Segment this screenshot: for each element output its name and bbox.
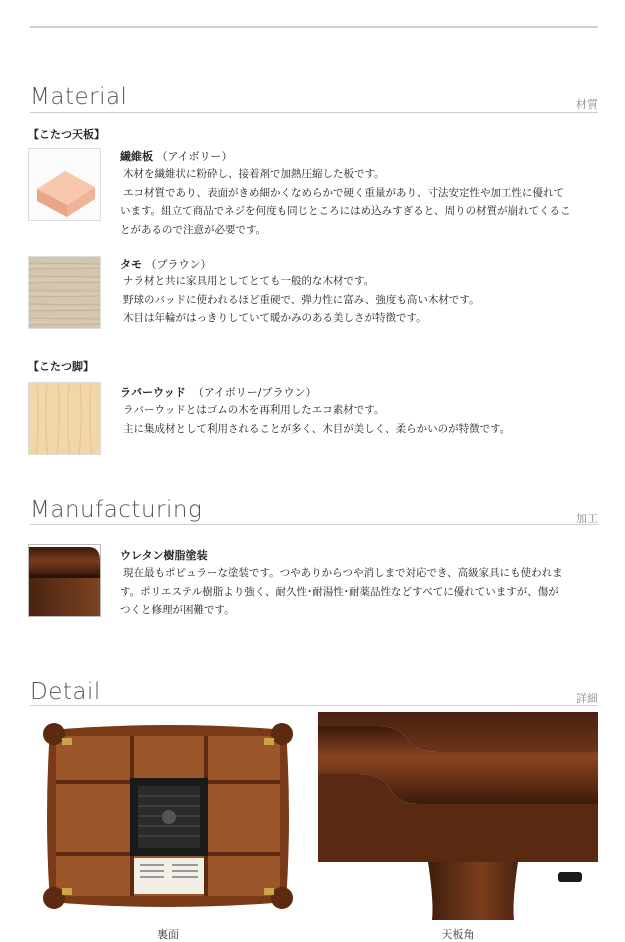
urethane-finish-swatch [28,544,101,617]
underside-photo [30,712,306,920]
fiberboard-swatch [28,148,101,221]
urethane-line-1: 現在最もポピュラーな塗装です。つやありからつや消しまで対応でき、高級家具にも使われま [123,567,563,579]
rubberwood-line-2: 主に集成材として利用されることが多く、木目が美しく、柔らかいのが特徴です。 [123,422,511,435]
item-title-tamo [120,256,212,272]
urethane-line-2: す。ポリエステル樹脂より強く、耐久性･耐湯性･耐薬品性などすべてに優れていますが、傷が [120,585,559,598]
caption-tabletop-corner: 天板角 [441,928,475,941]
item-name-tamo: タモ [120,258,142,271]
rubberwood-swatch [28,382,101,455]
item-title-fiberboard [120,148,233,164]
section-title-detail: Detail [30,679,101,705]
item-body-tamo [120,272,601,328]
rubberwood-line-1: ラバーウッドとはゴムの木を再利用したエコ素材です。 [123,404,385,416]
tamo-swatch [28,256,101,329]
section-jp-material: 材質 [576,98,598,111]
item-body-rubberwood [120,401,601,438]
item-color-tamo: （ブラウン） [145,258,212,271]
section-divider-material [30,112,598,113]
fiberboard-line-3: います。組立て商品でネジを何度も同じところにはめ込みすぎると、周りの材質が崩れてくるこ [120,205,571,217]
section-divider-detail [30,705,598,706]
section-jp-manufacturing: 加工 [576,512,598,525]
item-title-urethane [120,547,208,563]
fiberboard-line-2: エコ材質であり、表面がきめ細かくなめらかで硬く重量があり、寸法安定性や加工性に優れて [123,186,564,199]
urethane-line-3: つくと修理が困難です。 [120,604,235,616]
item-name-fiberboard: 繊維板 [120,150,153,163]
item-color-fiberboard: （アイボリー） [156,150,233,163]
top-divider [30,26,598,28]
tabletop-corner-photo [318,712,598,920]
item-body-urethane [120,564,598,620]
item-title-rubberwood [120,384,317,400]
group-label-tabletop: 【こたつ天板】 [28,128,105,141]
tamo-line-2: 野球のバッドに使われるほど重硬で、弾力性に富み、強度も高い木材です。 [123,293,480,306]
item-name-rubberwood: ラバーウッド [120,386,186,399]
section-divider-manufacturing [30,524,598,525]
group-label-legs: 【こたつ脚】 [28,360,94,373]
item-body-fiberboard [120,165,598,239]
section-jp-detail: 詳細 [576,692,598,705]
fiberboard-line-1: 木材を繊維状に粉砕し、接着剤で加熱圧縮した板です。 [123,168,385,180]
tamo-line-1: ナラ材と共に家具用としてとても一般的な木材です。 [123,275,375,287]
tamo-line-3: 木目は年輪がはっきりしていて暖かみのある美しさが特徴です。 [123,312,427,324]
item-name-urethane: ウレタン樹脂塗装 [120,549,208,562]
fiberboard-line-4: とがあるので注意が必要です。 [120,223,267,236]
section-title-material: Material [30,84,128,110]
caption-underside: 裏面 [157,928,179,941]
section-title-manufacturing: Manufacturing [30,497,203,523]
item-color-rubberwood: （アイボリー/ブラウン） [192,386,317,399]
